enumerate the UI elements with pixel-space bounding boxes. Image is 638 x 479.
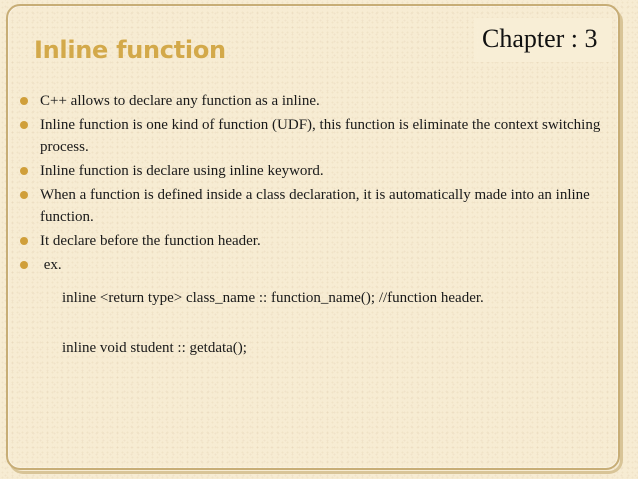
chapter-label: Chapter : 3 [482, 24, 598, 53]
bullet-item [18, 90, 618, 112]
bullet-dot-icon [20, 237, 28, 245]
bullet-dot-icon [20, 191, 28, 199]
code-example-line: inline <return type> class_name :: function_name(); //function header. [62, 290, 484, 306]
code-example-line: inline void student :: getdata(); [62, 340, 247, 356]
bullet-dot-icon [20, 121, 28, 129]
bullet-text: ex. [40, 257, 62, 273]
bullet-item [18, 254, 618, 276]
bullet-item [18, 160, 618, 182]
bullet-dot-icon [20, 97, 28, 105]
bullet-text: It declare before the function header. [40, 233, 261, 249]
bullet-text: Inline function is declare using inline keyword. [40, 163, 324, 179]
bullet-item [18, 184, 618, 228]
slide-title: Inline function [34, 36, 226, 64]
bullet-item [18, 230, 618, 252]
bullet-dot-icon [20, 261, 28, 269]
bullet-text: When a function is defined inside a class declaration, it is automatically made into an inline function. [40, 187, 590, 225]
bullet-list [18, 90, 618, 278]
bullet-text: Inline function is one kind of function (UDF), this function is eliminate the context switching process. [40, 117, 601, 155]
bullet-dot-icon [20, 167, 28, 175]
bullet-text: C++ allows to declare any function as a inline. [40, 93, 320, 109]
bullet-item [18, 114, 618, 158]
